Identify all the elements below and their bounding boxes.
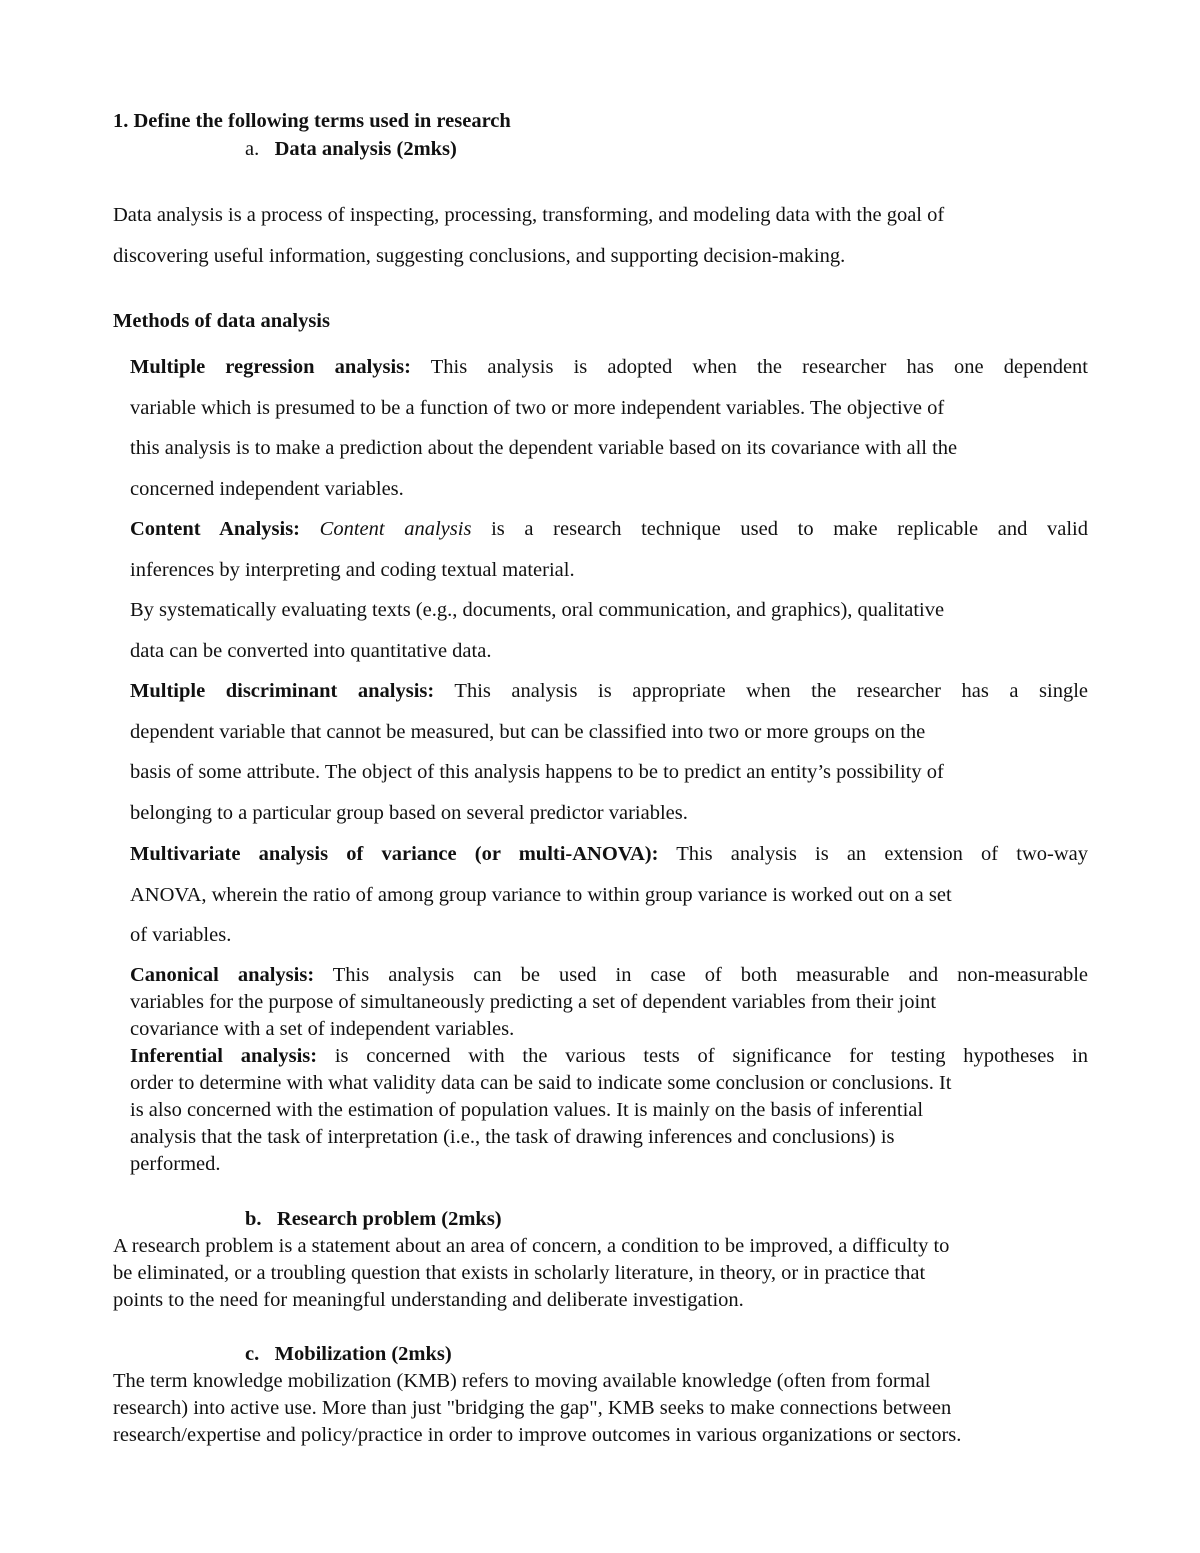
paragraph-line: covariance with a set of independent variables.	[130, 1018, 515, 1040]
paragraph-line: belonging to a particular group based on several predictor variables.	[130, 802, 688, 824]
subquestion-a-heading: a. Data analysis (2mks)	[245, 138, 457, 160]
subquestion-b-heading: b. Research problem (2mks)	[245, 1208, 502, 1230]
paragraph-line: performed.	[130, 1153, 221, 1175]
method-multiple-regression: Multiple regression analysis: This analysis is adopted when the researcher has one dependent	[130, 356, 1088, 378]
paragraph-line: inferences by interpreting and coding textual material.	[130, 559, 575, 581]
paragraph-line: By systematically evaluating texts (e.g., documents, oral communication, and graphics), qualitative	[130, 599, 945, 621]
method-multiple-discriminant: Multiple discriminant analysis: This analysis is appropriate when the researcher has a single	[130, 680, 1088, 702]
paragraph-line: research/expertise and policy/practice in order to improve outcomes in various organizations or sectors.	[113, 1424, 962, 1446]
paragraph-line: basis of some attribute. The object of this analysis happens to be to predict an entity’s possibility of	[130, 761, 944, 783]
paragraph-line: this analysis is to make a prediction about the dependent variable based on its covariance with all the	[130, 437, 958, 459]
paragraph-line: The term knowledge mobilization (KMB) refers to moving available knowledge (often from formal	[113, 1370, 931, 1392]
paragraph-line: research) into active use. More than just "bridging the gap", KMB seeks to make connections between	[113, 1397, 952, 1419]
paragraph-line: analysis that the task of interpretation (i.e., the task of drawing inferences and conclusions) is	[130, 1126, 895, 1148]
subquestion-c-heading: c. Mobilization (2mks)	[245, 1343, 452, 1365]
question-heading: 1. Define the following terms used in research	[113, 110, 511, 132]
method-canonical: Canonical analysis: This analysis can be used in case of both measurable and non-measurable	[130, 964, 1089, 986]
method-inferential: Inferential analysis: is concerned with the various tests of significance for testing hypotheses in	[130, 1045, 1088, 1067]
definition-line: discovering useful information, suggesting conclusions, and supporting decision-making.	[113, 245, 846, 267]
paragraph-line: variable which is presumed to be a function of two or more independent variables. The objective of	[130, 397, 945, 419]
paragraph-line: dependent variable that cannot be measured, but can be classified into two or more groups on the	[130, 721, 926, 743]
paragraph-line: points to the need for meaningful understanding and deliberate investigation.	[113, 1289, 744, 1311]
paragraph-line: variables for the purpose of simultaneously predicting a set of dependent variables from their joint	[130, 991, 937, 1013]
paragraph-line: A research problem is a statement about an area of concern, a condition to be improved, a difficulty to	[113, 1235, 950, 1257]
paragraph-line: data can be converted into quantitative data.	[130, 640, 492, 662]
paragraph-line: is also concerned with the estimation of population values. It is mainly on the basis of inferential	[130, 1099, 924, 1121]
method-manova: Multivariate analysis of variance (or multi-ANOVA): This analysis is an extension of two-way	[130, 843, 1088, 865]
paragraph-line: concerned independent variables.	[130, 478, 404, 500]
paragraph-line: ANOVA, wherein the ratio of among group variance to within group variance is worked out on a set	[130, 884, 952, 906]
method-content-analysis: Content Analysis: Content analysis is a research technique used to make replicable and valid	[130, 518, 1089, 540]
paragraph-line: order to determine with what validity data can be said to indicate some conclusion or conclusions. It	[130, 1072, 952, 1094]
methods-heading: Methods of data analysis	[113, 310, 330, 332]
paragraph-line: be eliminated, or a troubling question that exists in scholarly literature, in theory, or in practice that	[113, 1262, 926, 1284]
paragraph-line: of variables.	[130, 924, 232, 946]
definition-line: Data analysis is a process of inspecting, processing, transforming, and modeling data with the goal of	[113, 204, 945, 226]
